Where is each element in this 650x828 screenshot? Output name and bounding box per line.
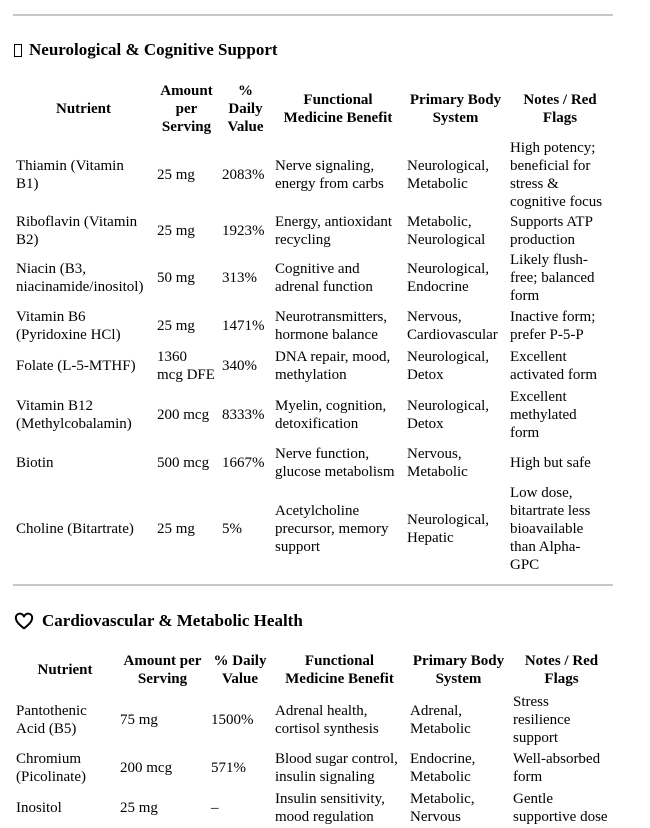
body-system-cell: Metabolic, Neurological — [407, 214, 486, 248]
table-row — [13, 748, 613, 788]
column-header: % Daily Value — [213, 653, 267, 687]
section-title-text: Cardiovascular & Metabolic Health — [42, 611, 303, 630]
amount-cell: 200 mcg — [157, 407, 210, 423]
table-row — [13, 386, 613, 444]
body-system-cell: Neurological, Detox — [407, 349, 490, 383]
section-title-neurological — [14, 40, 278, 60]
table-row — [13, 482, 613, 576]
benefit-cell: Adrenal health, cortisol synthesis — [275, 703, 379, 737]
nutrient-cell: Pantothenic Acid (B5) — [16, 703, 87, 737]
daily-value-cell: 571% — [211, 760, 246, 776]
benefit-cell: Cognitive and adrenal function — [275, 261, 373, 295]
nutrient-cell: Biotin — [16, 455, 54, 471]
column-header: Amount per Serving — [123, 653, 202, 687]
column-header: Primary Body System — [409, 92, 502, 126]
amount-cell: 75 mg — [120, 712, 158, 728]
column-header: Notes / Red Flags — [523, 92, 597, 126]
notes-cell: High but safe — [510, 455, 591, 471]
notes-cell: Inactive form; prefer P-5-P — [510, 309, 596, 343]
column-header: Notes / Red Flags — [524, 653, 599, 687]
column-header: Functional Medicine Benefit — [283, 92, 393, 126]
notes-cell: Well-absorbed form — [513, 751, 601, 785]
nutrient-cell: Folate (L-5-MTHF) — [16, 358, 136, 374]
daily-value-cell: – — [211, 800, 219, 816]
table-header-row — [13, 80, 613, 138]
benefit-cell: Energy, antioxidant recycling — [275, 214, 393, 248]
nutrient-cell: Thiamin (Vitamin B1) — [16, 158, 124, 192]
body-system-cell: Metabolic, Nervous — [410, 791, 475, 825]
daily-value-cell: 313% — [222, 270, 257, 286]
column-header: Amount per Serving — [160, 83, 213, 135]
nutrient-cell: Chromium (Picolinate) — [16, 751, 86, 785]
benefit-cell: Blood sugar control, insulin signaling — [275, 751, 398, 785]
notes-cell: Gentle supportive dose — [513, 791, 608, 825]
table-row — [13, 788, 613, 828]
daily-value-cell: 2083% — [222, 167, 265, 183]
amount-cell: 50 mg — [157, 270, 195, 286]
amount-cell: 25 mg — [157, 521, 195, 537]
body-system-cell: Endocrine, Metabolic — [410, 751, 476, 785]
column-header: Nutrient — [37, 662, 93, 678]
table-row — [13, 346, 613, 386]
amount-cell: 25 mg — [157, 318, 195, 334]
column-header: Nutrient — [56, 101, 111, 117]
body-system-cell: Neurological, Metabolic — [407, 158, 490, 192]
column-header: % Daily Value — [227, 83, 264, 135]
notes-cell: Stress resilience support — [513, 694, 571, 746]
table-row — [13, 250, 613, 306]
section-title-cardiovascular — [14, 611, 303, 631]
body-system-cell: Neurological, Hepatic — [407, 512, 490, 546]
nutrient-cell: Vitamin B12 (Methylcobalamin) — [16, 398, 132, 432]
neurological-table — [13, 80, 613, 576]
section-title-text: Neurological & Cognitive Support — [29, 40, 278, 59]
table-header-row — [13, 648, 613, 692]
body-system-cell: Neurological, Endocrine — [407, 261, 490, 295]
divider-middle — [13, 584, 613, 586]
cardiovascular-table — [13, 648, 613, 828]
notes-cell: Excellent methylated form — [510, 389, 577, 441]
daily-value-cell: 1500% — [211, 712, 254, 728]
daily-value-cell: 340% — [222, 358, 257, 374]
notes-cell: Likely flush-free; balanced form — [510, 252, 595, 304]
benefit-cell: Nerve function, glucose metabolism — [275, 446, 395, 480]
nutrient-cell: Niacin (B3, niacinamide/inositol) — [16, 261, 144, 295]
daily-value-cell: 1667% — [222, 455, 265, 471]
notes-cell: Supports ATP production — [510, 214, 593, 248]
benefit-cell: DNA repair, mood, methylation — [275, 349, 391, 383]
amount-cell: 200 mcg — [120, 760, 173, 776]
amount-cell: 500 mcg — [157, 455, 210, 471]
body-system-cell: Adrenal, Metabolic — [410, 703, 471, 737]
table-row — [13, 306, 613, 346]
notes-cell: Excellent activated form — [510, 349, 598, 383]
table-row — [13, 692, 613, 748]
daily-value-cell: 1923% — [222, 223, 265, 239]
notes-cell: Low dose, bitartrate less bioavailable than Alpha-GPC — [510, 485, 591, 573]
daily-value-cell: 8333% — [222, 407, 265, 423]
benefit-cell: Insulin sensitivity, mood regulation — [275, 791, 385, 825]
column-header: Primary Body System — [412, 653, 505, 687]
nutrient-cell: Inositol — [16, 800, 62, 816]
body-system-cell: Nervous, Metabolic — [407, 446, 468, 480]
table-row — [13, 444, 613, 482]
nutrient-cell: Vitamin B6 (Pyridoxine HCl) — [16, 309, 121, 343]
nutrient-cell: Riboflavin (Vitamin B2) — [16, 214, 138, 248]
table-row — [13, 212, 613, 250]
amount-cell: 25 mg — [157, 167, 195, 183]
amount-cell: 25 mg — [120, 800, 158, 816]
nutrient-cell: Choline (Bitartrate) — [16, 521, 134, 537]
benefit-cell: Nerve signaling, energy from carbs — [275, 158, 384, 192]
notes-cell: High potency; beneficial for stress & cognitive focus — [510, 140, 603, 210]
daily-value-cell: 1471% — [222, 318, 265, 334]
benefit-cell: Acetylcholine precursor, memory support — [275, 503, 389, 555]
amount-cell: 1360 mcg DFE — [157, 349, 215, 383]
heart-icon — [14, 612, 34, 630]
benefit-cell: Myelin, cognition, detoxification — [275, 398, 387, 432]
amount-cell: 25 mg — [157, 223, 195, 239]
benefit-cell: Neurotransmitters, hormone balance — [275, 309, 388, 343]
table-row — [13, 138, 613, 212]
box-icon — [14, 44, 22, 57]
body-system-cell: Neurological, Detox — [407, 398, 490, 432]
divider-top — [13, 14, 613, 16]
column-header: Functional Medicine Benefit — [285, 653, 394, 687]
daily-value-cell: 5% — [222, 521, 242, 537]
body-system-cell: Nervous, Cardiovascular — [407, 309, 498, 343]
